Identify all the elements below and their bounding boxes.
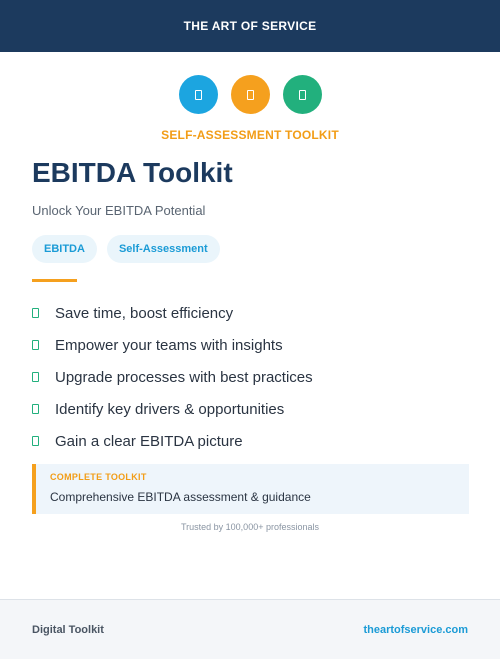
- tag-self-assessment: Self-Assessment: [107, 235, 220, 263]
- benefit-list: [32, 297, 313, 457]
- green-badge-icon: [283, 75, 322, 114]
- tag-list: [32, 235, 220, 263]
- icon-row: [0, 75, 500, 114]
- page-title: EBITDA Toolkit: [32, 157, 233, 188]
- check-icon: [32, 404, 39, 414]
- benefit-item: [32, 297, 313, 329]
- blue-badge-icon: [179, 75, 218, 114]
- toolkit-callout: [32, 464, 469, 514]
- benefit-text: Empower your teams with insights: [55, 336, 283, 354]
- footer-bar: [0, 599, 500, 659]
- callout-label: COMPLETE TOOLKIT: [50, 472, 147, 482]
- tag-ebitda: EBITDA: [32, 235, 97, 263]
- callout-text: Comprehensive EBITDA assessment & guidance: [50, 490, 311, 504]
- benefit-text: Gain a clear EBITDA picture: [55, 432, 243, 450]
- kicker-label: SELF-ASSESSMENT TOOLKIT: [161, 128, 339, 142]
- website-link[interactable]: theartofservice.com: [363, 623, 468, 636]
- footer-label: Digital Toolkit: [32, 623, 104, 636]
- check-icon: [32, 308, 39, 318]
- benefit-text: Identify key drivers & opportunities: [55, 400, 285, 418]
- check-icon: [32, 372, 39, 382]
- brand-name: THE ART OF SERVICE: [183, 19, 317, 33]
- benefit-item: [32, 393, 313, 425]
- header-bar: [0, 0, 500, 52]
- accent-divider: [32, 279, 77, 282]
- benefit-text: Upgrade processes with best practices: [55, 368, 313, 386]
- check-icon: [32, 436, 39, 446]
- benefit-item: [32, 425, 313, 457]
- check-icon: [32, 340, 39, 350]
- page-subtitle: Unlock Your EBITDA Potential: [32, 203, 206, 218]
- benefit-text: Save time, boost efficiency: [55, 304, 234, 322]
- benefit-item: [32, 329, 313, 361]
- orange-badge-icon: [231, 75, 270, 114]
- benefit-item: [32, 361, 313, 393]
- trust-note: Trusted by 100,000+ professionals: [180, 522, 319, 532]
